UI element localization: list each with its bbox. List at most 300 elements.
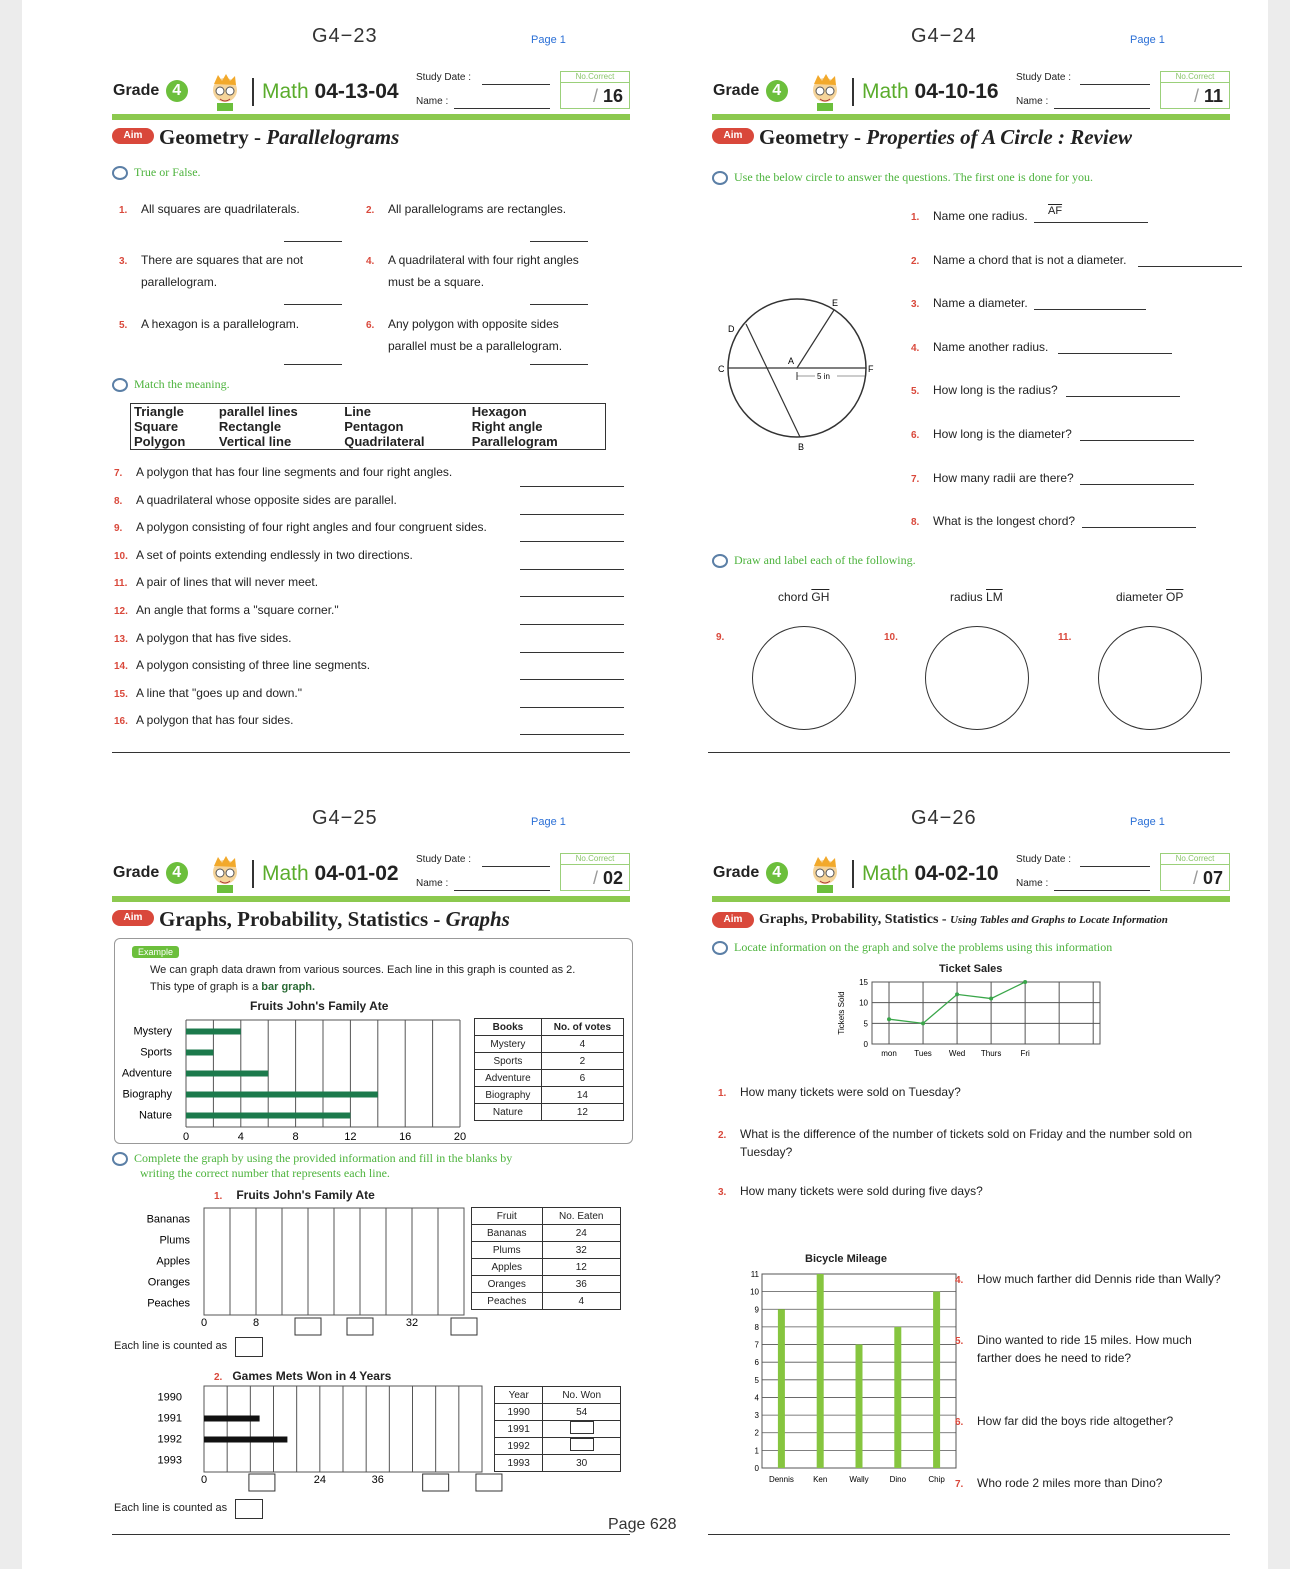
tf-question [366, 199, 566, 221]
col-header: No. of votes [541, 1019, 623, 1036]
cell: Biography [475, 1087, 542, 1104]
grade-text: Grade [713, 82, 760, 100]
draw-circle[interactable] [925, 626, 1029, 730]
q-num: 7. [955, 1479, 964, 1490]
name-label: Name : [1016, 96, 1049, 107]
answer-line[interactable] [284, 241, 342, 242]
math-label: Math [862, 80, 909, 103]
label-length: 5 in [817, 372, 830, 381]
example-text-2 [150, 981, 315, 993]
answer-line[interactable] [520, 624, 624, 625]
tick-label: 24 [313, 1474, 326, 1486]
example-bar-chart [118, 1014, 478, 1143]
no-correct-box[interactable] [1160, 71, 1230, 109]
q-num: 3. [911, 299, 920, 310]
q-text: A quadrilateral whose opposite sides are parallel. [136, 492, 397, 507]
answer-line[interactable] [1080, 484, 1194, 485]
aim-badge: Aim [112, 910, 154, 926]
x-tick-label: mon [881, 1049, 897, 1058]
category-label: Biography [122, 1088, 172, 1101]
x-tick-label: Dennis [768, 1475, 794, 1484]
x-tick-label: Tues [914, 1049, 932, 1058]
worksheet-g4-26 [622, 782, 1262, 1562]
q-num: 7. [911, 474, 920, 485]
tick-answer-box[interactable] [476, 1474, 502, 1491]
bar [933, 1292, 940, 1468]
tick-label: 1 [754, 1446, 759, 1456]
plot-frame [872, 982, 1100, 1044]
each-line-label: Each line is counted as [114, 1502, 228, 1514]
draw-num: 11. [1058, 632, 1072, 643]
g2-title [214, 1369, 391, 1383]
cell: Mystery [475, 1036, 542, 1053]
q-text: Name another radius. [933, 340, 1049, 354]
answer-line[interactable] [1066, 396, 1180, 397]
q-num: 7. [114, 468, 123, 479]
worksheet-code: G4−23 [312, 25, 378, 47]
data-point [955, 992, 959, 996]
answer-line[interactable] [530, 241, 588, 242]
graph-1-blank[interactable] [118, 1204, 478, 1334]
pencil-icon [712, 554, 728, 568]
label-f: F [868, 364, 874, 374]
cell: 14 [541, 1087, 623, 1104]
q-text: There are squares that are not [141, 253, 304, 267]
slash: / [592, 868, 598, 888]
circle-question [911, 337, 1048, 359]
word: parallel lines [218, 404, 298, 419]
name-field[interactable] [1054, 890, 1150, 891]
answer-line[interactable] [520, 569, 624, 570]
q-text: A polygon that has four line segments and four right angles. [136, 465, 453, 479]
data-point [989, 997, 993, 1001]
cell: 12 [541, 1104, 623, 1121]
bm-title: Bicycle Mileage [805, 1253, 887, 1265]
q-text: A pair of lines that will never meet. [136, 575, 319, 590]
x-tick-label: Chip [928, 1475, 945, 1484]
instruction-text: Draw and label each of the following. [734, 553, 916, 567]
bar [856, 1345, 863, 1468]
grade-number: 4 [166, 80, 188, 102]
q-text: A set of points extending endlessly in two directions. [136, 547, 413, 562]
answer-line[interactable] [520, 679, 624, 680]
q-text: Any polygon with opposite sides [388, 317, 559, 331]
answer-line[interactable] [520, 707, 624, 708]
circle-question [911, 511, 1075, 533]
category-label: Bananas [146, 1213, 190, 1226]
grade-text: Grade [713, 864, 760, 882]
data-point [1023, 980, 1027, 984]
grade-text: Grade [113, 82, 160, 100]
study-date-field[interactable] [482, 866, 550, 867]
answer-cell[interactable] [543, 1421, 621, 1438]
col-header: Books [475, 1019, 542, 1036]
tick-label: 0 [200, 1474, 208, 1486]
name-field[interactable] [1054, 108, 1150, 109]
grade-label [113, 862, 188, 884]
answer-line[interactable] [1138, 266, 1242, 267]
study-date-field[interactable] [1080, 84, 1150, 85]
draw-seg: $\overline{LM}$ [986, 590, 1003, 604]
answer-line[interactable] [520, 596, 624, 597]
each-line-input[interactable] [235, 1499, 263, 1519]
tick-label: 5 [754, 1375, 759, 1385]
bike-question [955, 1475, 1162, 1493]
no-correct-box[interactable] [1160, 853, 1230, 891]
q-num: 9. [114, 523, 123, 535]
bar [204, 1437, 287, 1443]
study-date-field[interactable] [482, 84, 550, 85]
q-num: 8. [114, 495, 123, 507]
q-text: A polygon that has four sides. [136, 713, 294, 728]
math-number: 04-01-02 [314, 862, 399, 885]
instruction-text: True or False. [134, 165, 201, 179]
label-a: A [788, 356, 795, 366]
answer-line[interactable] [1080, 440, 1194, 441]
draw-circle[interactable] [1098, 626, 1202, 730]
section-title [759, 912, 1168, 928]
sample-answer [1048, 205, 1062, 217]
q-num: 4. [911, 343, 920, 354]
q-text: parallel must be a parallelogram. [388, 339, 563, 353]
cell: 2 [541, 1053, 623, 1070]
q-text: A line that "goes up and down." [136, 685, 302, 700]
ticket-sales-line-chart [834, 972, 1104, 1062]
cell: Peaches [472, 1293, 543, 1310]
q-num: 14. [114, 661, 128, 673]
category-label: 1993 [157, 1454, 182, 1467]
answer-line[interactable] [1034, 309, 1146, 310]
q-text: How long is the radius? [933, 383, 1058, 397]
bar [186, 1113, 350, 1119]
bike-question [955, 1332, 1192, 1367]
category-label: Sports [140, 1046, 172, 1059]
tick-answer-box[interactable] [451, 1318, 477, 1335]
answer-line[interactable] [1034, 222, 1148, 223]
worksheet-g4-23 [22, 0, 642, 780]
tick-answer-box[interactable] [423, 1474, 449, 1491]
no-correct-number: 07 [1202, 868, 1223, 888]
graph-2[interactable] [118, 1384, 478, 1500]
answer-line[interactable] [1058, 353, 1172, 354]
slash: / [1192, 868, 1198, 888]
draw-word: chord [778, 590, 809, 604]
instruction-complete [112, 1151, 512, 1180]
q-text: How much farther did Dennis ride than Wally? [977, 1272, 1221, 1286]
g1-title-text: Fruits John's Family Ate [236, 1188, 375, 1202]
g1-num: 1. [214, 1191, 223, 1202]
tick-answer-box[interactable] [347, 1318, 373, 1335]
answer-line[interactable] [520, 652, 624, 653]
cell: Oranges [472, 1276, 543, 1293]
answer-line[interactable] [520, 541, 624, 542]
word: Right angle [471, 419, 543, 434]
answer-line[interactable] [1082, 527, 1196, 528]
circle-question [911, 206, 1028, 228]
bar [778, 1309, 785, 1468]
math-label: Math [262, 862, 309, 885]
no-correct-label: No.Correct [561, 72, 629, 83]
instruction-text: Use the below circle to answer the questions. The first one is done for you. [734, 170, 1094, 184]
label-c: C [718, 364, 725, 374]
q-num: 1. [119, 205, 128, 216]
q-num: 16. [114, 716, 128, 728]
q-num: 5. [911, 386, 920, 397]
student-mascot-icon [206, 854, 244, 894]
bar [186, 1071, 268, 1077]
grade-number: 4 [166, 862, 188, 884]
no-correct-value [593, 86, 623, 107]
example-text: We can graph data drawn from various sources. Each line in this graph is counted as 2. [150, 964, 576, 976]
circle-question [911, 293, 1028, 315]
each-line-label: Each line is counted as [114, 1340, 228, 1352]
grade-label [713, 862, 788, 884]
q-num: 13. [114, 633, 128, 645]
study-date-label: Study Date : [1016, 854, 1072, 865]
math-code [862, 862, 999, 886]
title-sub: Using Tables and Graphs to Locate Information [950, 914, 1168, 926]
data-point [887, 1017, 891, 1021]
math-number: 04-02-10 [914, 862, 999, 885]
category-label: Mystery [133, 1025, 172, 1038]
title-sub: Properties of A Circle : Review [866, 125, 1133, 149]
tf-question [119, 199, 300, 221]
word: Parallelogram [471, 434, 558, 449]
match-question [114, 683, 302, 705]
tick-label: 36 [371, 1474, 384, 1486]
pencil-icon [112, 1152, 128, 1166]
answer-line[interactable] [520, 514, 624, 515]
q-num: 5. [119, 320, 128, 331]
cell: Adventure [475, 1070, 542, 1087]
study-date-label: Study Date : [416, 72, 472, 83]
title-sub: Parallelograms [266, 125, 400, 149]
match-question [114, 628, 291, 650]
pencil-icon [712, 171, 728, 185]
word-bank [130, 403, 606, 450]
header-rule [112, 896, 630, 902]
draw-circle[interactable] [752, 626, 856, 730]
bar [186, 1029, 241, 1035]
cell: 1991 [495, 1421, 543, 1438]
instruction-locate [712, 940, 1112, 955]
header-divider [852, 860, 854, 888]
cell: 4 [542, 1293, 620, 1310]
q-text: Dino wanted to ride 15 miles. How much [977, 1333, 1192, 1347]
answer-cell[interactable] [543, 1438, 621, 1455]
q-text: Name a chord that is not a diameter. [933, 253, 1127, 267]
tick-label: 4 [754, 1393, 759, 1403]
word: Hexagon [471, 404, 527, 419]
word: Triangle [134, 404, 184, 419]
q-num: 6. [366, 320, 375, 331]
no-correct-value [593, 868, 623, 889]
each-line-input[interactable] [235, 1337, 263, 1357]
draw-num: 10. [884, 632, 898, 643]
category-label: Adventure [121, 1067, 172, 1080]
study-date-label: Study Date : [416, 854, 472, 865]
section-divider [112, 752, 630, 753]
q-num: 4. [955, 1275, 964, 1286]
radius-ae [797, 310, 834, 368]
tick-label: 3 [754, 1411, 759, 1421]
worksheet-g4-24 [622, 0, 1262, 780]
y-axis-label: Tickets Sold [837, 991, 846, 1035]
math-number: 04-13-04 [314, 80, 399, 103]
draw-word: diameter [1116, 590, 1163, 604]
page-label: Page 1 [531, 34, 566, 46]
tf-question [366, 250, 579, 293]
q-num: 2. [366, 205, 375, 216]
bicycle-mileage-bar-chart [740, 1268, 960, 1493]
q-num: 2. [718, 1130, 727, 1141]
pencil-icon [712, 941, 728, 955]
math-label: Math [262, 80, 309, 103]
answer-line[interactable] [520, 486, 624, 487]
ticket-question [718, 1183, 983, 1201]
example-text-b: bar graph. [261, 981, 316, 993]
math-code [262, 862, 399, 886]
q-text: A polygon consisting of three line segments. [136, 658, 371, 673]
answer-line[interactable] [284, 364, 342, 365]
draw-num: 9. [716, 632, 725, 643]
header-rule [112, 114, 630, 120]
word: Quadrilateral [344, 434, 425, 449]
tick-label: 20 [453, 1131, 467, 1143]
tick-label: 8 [754, 1322, 759, 1332]
grade-label [713, 80, 788, 102]
circle-question [911, 250, 1126, 272]
cell: 4 [541, 1036, 623, 1053]
title-main: Graphs, Probability, Statistics - [759, 912, 951, 927]
tick-label: 16 [399, 1131, 412, 1143]
circle-question [911, 424, 1072, 446]
q-num: 6. [911, 430, 920, 441]
tick-label: 10 [750, 1287, 759, 1297]
math-label: Math [862, 862, 909, 885]
header-divider [252, 78, 254, 106]
tick-answer-box[interactable] [295, 1318, 321, 1335]
q-text: How many tickets were sold on Tuesday? [740, 1085, 961, 1099]
q-num: 11. [114, 578, 128, 590]
q-text: parallelogram. [141, 275, 218, 289]
label-b: B [798, 442, 805, 452]
no-correct-value [1194, 86, 1223, 107]
section-divider [708, 752, 1230, 753]
no-correct-number: 02 [602, 868, 623, 888]
q-num: 1. [718, 1088, 727, 1099]
q-text: A polygon consisting of four right angles and four congruent sides. [136, 520, 487, 535]
section-divider [708, 1534, 1230, 1535]
tick-label: 32 [405, 1317, 419, 1329]
draw-word: radius [950, 590, 983, 604]
name-field[interactable] [454, 890, 550, 891]
q-num: 8. [911, 517, 920, 528]
graph-1-table [471, 1207, 621, 1310]
cell: 12 [542, 1259, 620, 1276]
tick-label: 9 [754, 1305, 759, 1315]
tick-label: 6 [754, 1358, 759, 1368]
cell: Nature [475, 1104, 542, 1121]
no-correct-number: 16 [602, 86, 623, 106]
instruction-text: Match the meaning. [134, 377, 230, 391]
answer-box[interactable] [570, 1421, 594, 1434]
answer-box[interactable] [570, 1438, 594, 1451]
tf-question [366, 314, 562, 357]
cell: 24 [542, 1225, 620, 1242]
aim-badge: Aim [112, 128, 154, 144]
no-correct-box[interactable] [560, 853, 630, 891]
page-label: Page 1 [1130, 34, 1165, 46]
draw-seg: $\overline{OP}$ [1166, 590, 1184, 604]
math-number: 04-10-16 [914, 80, 999, 103]
worksheet-code: G4−25 [312, 807, 378, 829]
study-date-field[interactable] [1080, 866, 1150, 867]
cell: 1992 [495, 1438, 543, 1455]
answer-line[interactable] [520, 734, 624, 735]
name-field[interactable] [454, 108, 550, 109]
draw-seg: $\overline{GH}$ [811, 590, 830, 604]
q-num: 6. [955, 1417, 964, 1428]
section-title [159, 125, 399, 150]
q-num: 3. [119, 256, 128, 267]
graph-2-table [494, 1386, 621, 1472]
x-tick-label: Fri [1020, 1049, 1030, 1058]
bar [817, 1274, 824, 1468]
sample-answer-text: $\overline{AF}$ [1048, 205, 1063, 217]
g2-num: 2. [214, 1372, 223, 1383]
section-divider [112, 1534, 630, 1535]
ticket-question [718, 1126, 1192, 1160]
q-text: Who rode 2 miles more than Dino? [977, 1476, 1163, 1490]
example-table [474, 1018, 624, 1121]
pencil-icon [112, 166, 128, 180]
word: Line [344, 404, 371, 419]
instruction-text: Locate information on the graph and solve the problems using this information [734, 940, 1113, 954]
grade-number: 4 [766, 80, 788, 102]
math-code [862, 80, 999, 104]
bar [186, 1050, 213, 1056]
grade-text: Grade [113, 864, 160, 882]
page-label: Page 1 [1130, 816, 1165, 828]
word: Rectangle [218, 419, 282, 434]
student-mascot-icon [806, 854, 844, 894]
x-tick-label: Wally [849, 1475, 869, 1484]
q-text: Name one radius. [933, 209, 1028, 223]
draw-label-chord [778, 590, 829, 604]
no-correct-box[interactable] [560, 71, 630, 109]
answer-line[interactable] [284, 304, 342, 305]
q-text: Tuesday? [740, 1145, 793, 1159]
tick-label: 0 [754, 1464, 759, 1473]
instruction-text: Complete the graph by using the provided information and fill in the blanks by [134, 1151, 513, 1165]
answer-line[interactable] [530, 364, 588, 365]
tf-question [119, 250, 303, 293]
tick-answer-box[interactable] [249, 1474, 275, 1491]
ticket-question [718, 1084, 961, 1102]
match-question [114, 655, 370, 677]
q-text: A polygon that has five sides. [136, 630, 292, 645]
answer-line[interactable] [530, 304, 588, 305]
aim-badge: Aim [712, 128, 754, 144]
col-header: No. Won [543, 1387, 621, 1404]
grade-number: 4 [766, 862, 788, 884]
match-question [114, 517, 487, 539]
x-tick-label: Thurs [980, 1049, 1002, 1058]
worksheet-code: G4−24 [911, 25, 977, 47]
worksheet-code: G4−26 [911, 807, 977, 829]
instruction-match [112, 377, 230, 392]
